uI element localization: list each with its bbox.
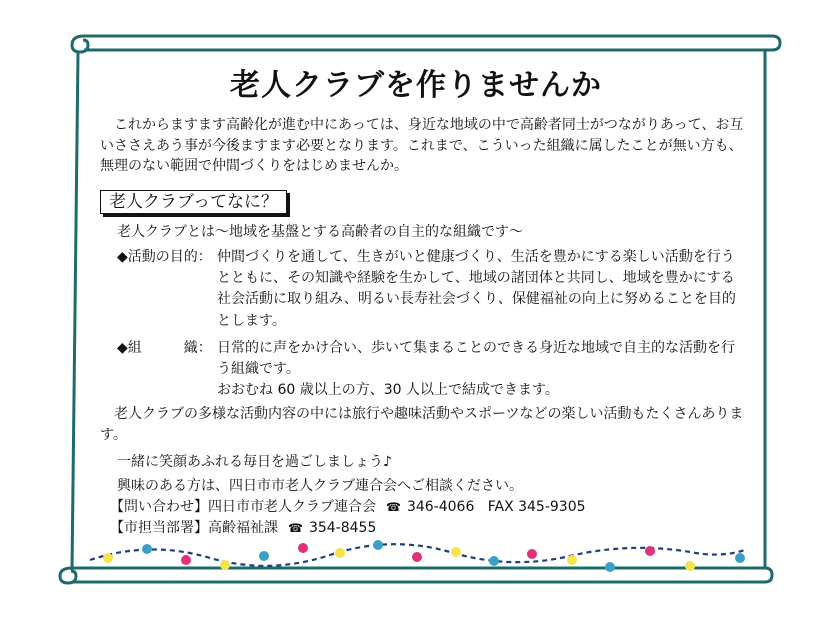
inquiry-fax: FAX 345-9305 xyxy=(487,499,586,515)
decorative-dot xyxy=(142,544,152,554)
decorative-dot xyxy=(489,556,499,566)
decorative-dot xyxy=(373,540,383,550)
phone-icon: ☎ xyxy=(386,500,401,514)
page-title: 老人クラブを作りませんか xyxy=(230,68,602,103)
purpose-body: 仲間づくりを通して、生きがいと健康づくり、生活を豊かにする楽しい活動を行うとともに、その知識や経験を生かして、地域の諸団体と共同し、地域を豊かにする社会活動に取り組み、明るい長寿社会づくり、保健福祉の向上に努めることを目的とします。 xyxy=(217,249,736,329)
decorative-dot xyxy=(181,555,191,565)
decorative-dot xyxy=(567,555,577,565)
decorative-dot xyxy=(527,549,537,559)
decorative-dot xyxy=(103,553,113,563)
decorative-dot xyxy=(298,543,308,553)
department-line xyxy=(110,518,376,538)
department-tel: 354-8455 xyxy=(308,520,377,536)
contact-intro: 興味のある方は、四日市市老人クラブ連合会へご相談ください。 xyxy=(117,478,523,494)
decorative-dot xyxy=(259,551,269,561)
inquiry-tel: 346-4066 xyxy=(406,499,475,515)
decorative-dot xyxy=(605,562,615,572)
decorative-dot xyxy=(220,560,230,570)
decorative-dot xyxy=(645,546,655,556)
organization-note: おおむね 60 歳以上の方、30 人以上で結成できます。 xyxy=(217,382,559,398)
decorative-dot xyxy=(685,561,695,571)
activities-paragraph: 老人クラブの多様な活動内容の中には旅行や趣味活動やスポーツなどの楽しい活動もたくさんあります。 xyxy=(100,406,744,443)
intro-paragraph: これからますます高齢化が進む中にあっては、身近な地域の中で高齢者同士がつながりあって、お互いささえあう事が今後ますます必要となります。これまで、こういった組織に属したことが無い方も、無理のない範囲で仲間づくりをはじめませんか。 xyxy=(100,117,744,174)
decorative-dot xyxy=(412,552,422,562)
decorative-dot xyxy=(451,547,461,557)
department-label: 【市担当部署】高齢福祉課 xyxy=(110,520,278,536)
purpose-term: ◆活動の目的： xyxy=(117,249,212,265)
definition-text: 老人クラブとは～地域を基盤とする高齢者の自主的な組織です～ xyxy=(117,224,523,240)
decorative-dot xyxy=(735,553,745,563)
phone-icon: ☎ xyxy=(288,521,303,535)
closing-text: 一緒に笑顔あふれる毎日を過ごしましょう♪ xyxy=(117,454,392,470)
inquiry-label: 【問い合わせ】四日市市老人クラブ連合会 xyxy=(110,499,376,515)
section-heading: 老人クラブってなに？ xyxy=(100,190,287,214)
organization-body: 日常的に声をかけ合い、歩いて集まることのできる身近な地域で自主的な活動を行う組織です。 xyxy=(217,340,735,378)
inquiry-line xyxy=(110,497,586,517)
organization-term: ◆組 織： xyxy=(117,340,212,356)
decorative-dot xyxy=(335,548,345,558)
